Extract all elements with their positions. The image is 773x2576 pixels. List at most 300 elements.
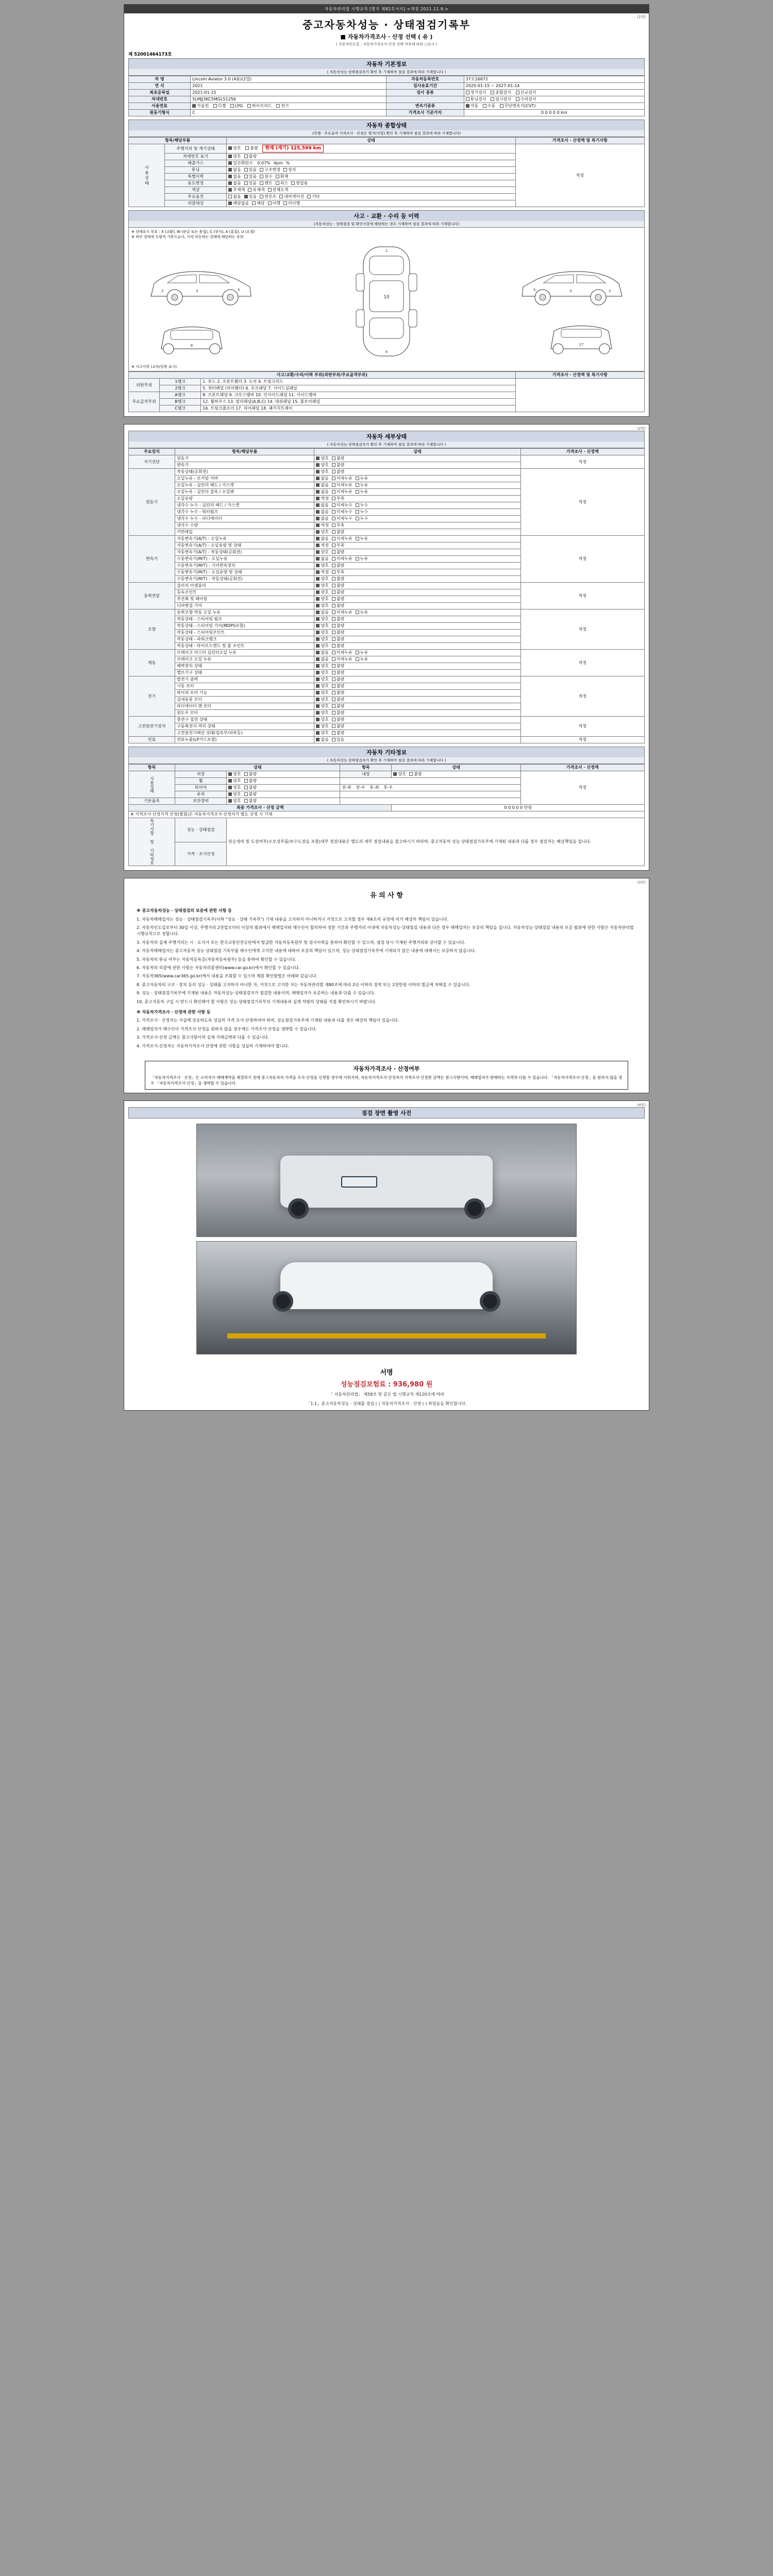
notice-item-2: 4. 가격조사·산정자는 자동차가격조사·산정에 관한 사항을 성실히 기재하여야 합니다. (137, 1043, 289, 1048)
svg-text:5: 5 (533, 288, 536, 293)
checkbox-icon[interactable] (316, 637, 320, 641)
row-state (314, 569, 520, 576)
checkbox-icon[interactable] (332, 456, 335, 460)
checkbox-icon[interactable] (316, 590, 320, 594)
group-label: 변속기 (129, 536, 175, 583)
checkbox-icon[interactable] (332, 537, 335, 540)
checkbox-label: 불량 (336, 469, 345, 474)
notice-body (124, 908, 649, 1057)
checkbox-icon[interactable] (260, 168, 263, 172)
checkbox-icon[interactable] (316, 490, 320, 494)
row-state (314, 623, 520, 630)
checkbox-icon[interactable] (332, 584, 335, 587)
checkbox-icon[interactable] (356, 490, 359, 494)
checkbox-label: 불량 (336, 670, 345, 675)
checkbox-label: 적정 (321, 543, 329, 548)
checkbox-icon[interactable] (356, 657, 359, 661)
checkbox-icon[interactable] (244, 181, 248, 185)
checkbox-icon[interactable] (332, 651, 335, 654)
row-state (314, 576, 520, 583)
group-label: 사용상태 (129, 144, 165, 207)
checkbox-label: 미세누수 (336, 510, 352, 515)
checkbox-label: 누수 (360, 503, 368, 508)
checkbox-icon[interactable] (316, 698, 320, 701)
table-row (129, 96, 645, 103)
checkbox-icon[interactable] (192, 104, 196, 108)
table-header-row (129, 138, 645, 144)
checkbox-icon[interactable] (332, 711, 335, 715)
checkbox-icon[interactable] (356, 483, 359, 487)
checkbox-label: 양호 (321, 597, 329, 602)
checkbox-icon[interactable] (244, 195, 248, 198)
checkbox-label: 부족 (336, 543, 345, 548)
checkbox-icon[interactable] (332, 463, 335, 467)
checkbox-icon[interactable] (332, 671, 335, 674)
checkbox-icon[interactable] (332, 738, 335, 741)
checkbox-icon[interactable] (316, 456, 320, 460)
row-label: 클러치 어셈블리 (175, 583, 314, 589)
checkbox-icon[interactable] (228, 161, 232, 165)
checkbox-label: 없음 (321, 489, 329, 495)
section-accident-title: 사고 · 교환 · 수리 등 이력 (128, 210, 645, 221)
checkbox-icon[interactable] (316, 523, 320, 527)
row-label: 타이어 (175, 785, 227, 791)
row-label: 시동 모터 (175, 683, 314, 690)
checkbox-icon[interactable] (316, 738, 320, 741)
checkbox-label: 불량 (336, 623, 345, 629)
row-state (314, 496, 520, 502)
checkbox-icon[interactable] (332, 637, 335, 641)
checkbox-label: 불량 (336, 724, 345, 729)
checkbox-label: 양호 (321, 463, 329, 468)
checkbox-label: 불량 (336, 597, 345, 602)
checkbox-icon[interactable] (332, 544, 335, 547)
row-value: 2025-01-15 ~ 2027-01-14 (464, 83, 644, 90)
checkbox-icon[interactable] (356, 517, 359, 520)
checkbox-icon[interactable] (332, 677, 335, 681)
row-label: 자동변속기(A/T) - 오일유량 및 상태 (175, 543, 314, 549)
table-row (129, 144, 645, 154)
checkbox-icon[interactable] (332, 503, 335, 507)
checkbox-icon[interactable] (316, 657, 320, 661)
checkbox-icon[interactable] (316, 671, 320, 674)
row-label: 배력장치 상태 (175, 663, 314, 670)
checkbox-icon[interactable] (248, 188, 251, 192)
checkbox-icon[interactable] (356, 557, 359, 561)
checkbox-icon[interactable] (332, 523, 335, 527)
checkbox-icon[interactable] (332, 490, 335, 494)
checkbox-icon[interactable] (316, 483, 320, 487)
checkbox-label: 불량 (336, 690, 345, 696)
row-note: 적정 (520, 650, 644, 676)
notice-item-2: 2. 매매업자가 매수인이 가격조사·산정을 원하지 않을 경우에는 가격조사·산정을 생략할 수 있습니다. (137, 1026, 317, 1031)
col-header: 항목 (340, 765, 392, 771)
checkbox-icon[interactable] (228, 786, 232, 789)
section-other-title: 자동차 기타정보 (128, 747, 645, 757)
notice-head-1: ※ 중고자동차성능 · 상태점검의 보증에 관한 사항 등 (137, 908, 232, 913)
group-label: 특기사항 및 기타정보 (129, 818, 175, 866)
checkbox-icon[interactable] (316, 711, 320, 715)
col-header: 항목 (129, 765, 175, 771)
checkbox-icon[interactable] (332, 477, 335, 480)
checkbox-icon[interactable] (316, 644, 320, 648)
checkbox-icon[interactable] (332, 624, 335, 628)
col-header: 상태 (392, 765, 520, 771)
checkbox-icon[interactable] (244, 786, 248, 789)
car-damage-diagram (131, 240, 642, 363)
checkbox-icon[interactable] (316, 724, 320, 728)
checkbox-icon[interactable] (228, 195, 232, 198)
document-number: 제 52001464173호 (128, 52, 172, 57)
checkbox-label: 양호 (321, 684, 329, 689)
checkbox-icon[interactable] (244, 779, 248, 783)
checkbox-icon[interactable] (228, 779, 232, 783)
checkbox-icon[interactable] (291, 181, 295, 185)
checkbox-icon[interactable] (228, 188, 232, 192)
checkbox-icon[interactable] (332, 510, 335, 514)
row-state (314, 529, 520, 536)
checkbox-icon[interactable] (316, 570, 320, 574)
checkbox-icon[interactable] (244, 792, 248, 796)
checkbox-label: 없음 (321, 556, 329, 562)
row-label: 내장 (340, 771, 392, 778)
checkbox-label: 부족 (336, 570, 345, 575)
checkbox-icon[interactable] (283, 168, 287, 172)
price-value: 0 0 0 0 0 만원 (392, 805, 645, 811)
checkbox-icon[interactable] (466, 104, 469, 108)
checkbox-icon[interactable] (332, 657, 335, 661)
table-row (129, 717, 645, 723)
checkbox-icon[interactable] (316, 557, 320, 561)
checkbox-icon[interactable] (332, 557, 335, 561)
checkbox-icon[interactable] (276, 104, 280, 108)
checkbox-icon[interactable] (316, 564, 320, 567)
checkbox-label: 없음 (321, 657, 329, 662)
checkbox-icon[interactable] (252, 201, 256, 205)
checkbox-icon[interactable] (247, 104, 251, 108)
row-label: 외장 (175, 771, 227, 778)
checkbox-icon[interactable] (316, 510, 320, 514)
checkbox-label: 미세누유 (336, 556, 352, 562)
checkbox-icon[interactable] (279, 195, 283, 198)
col-header: 가격조사 · 산정액 (520, 765, 644, 771)
checkbox-icon[interactable] (244, 175, 248, 178)
checkbox-icon[interactable] (393, 772, 397, 776)
footnote-1: 「 자동차관리법」 제58조 및 같은 법 시행규칙 제120조에 따라 (328, 1392, 445, 1397)
checkbox-icon[interactable] (332, 570, 335, 574)
checkbox-icon[interactable] (491, 97, 494, 101)
checkbox-icon[interactable] (332, 550, 335, 554)
checkbox-icon[interactable] (316, 718, 320, 721)
row-label: 충전구 절연 상태 (175, 717, 314, 723)
row-label: 작동상태 - 스티어링조인트 (175, 630, 314, 636)
checkbox-icon[interactable] (316, 684, 320, 688)
checkbox-icon[interactable] (260, 181, 263, 185)
checkbox-label: 누수 (360, 510, 368, 515)
checkbox-icon[interactable] (316, 550, 320, 554)
checkbox-label: 누유 (360, 650, 368, 655)
checkbox-icon[interactable] (316, 704, 320, 708)
checkbox-label: 적정 (321, 523, 329, 528)
svg-text:4: 4 (385, 350, 388, 354)
table-row: 차대번호 표기 양호 불량 (129, 154, 645, 160)
rank-label: 2랭크 (160, 385, 201, 392)
row-label: 추진축 및 베어링 (175, 596, 314, 603)
checkbox-icon[interactable] (332, 597, 335, 601)
checkbox-label: 불량 (336, 583, 345, 588)
checkbox-icon[interactable] (491, 91, 494, 94)
checkbox-icon[interactable] (332, 577, 335, 581)
checkbox-icon[interactable] (228, 201, 232, 205)
panel-rank-table (128, 371, 645, 412)
checkbox-icon[interactable] (332, 664, 335, 668)
checkbox-label: 양호 (321, 550, 329, 555)
checkbox-icon[interactable] (332, 497, 335, 500)
row-label: 브레이크 오일 누유 (175, 656, 314, 663)
checkbox-icon[interactable] (332, 564, 335, 567)
checkbox-icon[interactable] (332, 704, 335, 708)
checkbox-icon[interactable] (356, 651, 359, 654)
sheet-4 (124, 1100, 649, 1411)
checkbox-icon[interactable] (483, 104, 486, 108)
checkbox-icon[interactable] (466, 91, 469, 94)
guarantee-box (145, 1061, 628, 1090)
checkbox-icon[interactable] (316, 577, 320, 581)
checkbox-icon[interactable] (332, 724, 335, 728)
table-row (129, 76, 645, 83)
checkbox-icon[interactable] (228, 146, 232, 150)
checkbox-icon[interactable] (332, 731, 335, 735)
table-row: 용도변경 없음 있음 렌트 리스 영업용 (129, 180, 645, 187)
checkbox-icon[interactable] (245, 146, 249, 150)
row-state (314, 563, 520, 569)
notice-item: 10. 중고자동차 구입 시 반드시 확인해야 할 사항은 성능·상태점검기록부의 기재내용과 실제 차량의 상태를 직접 확인하시기 바랍니다. (137, 999, 377, 1004)
notice-head-2: ※ 자동차가격조사 · 산정에 관한 사항 등 (137, 1009, 211, 1014)
row-label: 차대번호 표기 (165, 154, 227, 160)
checkbox-icon[interactable] (244, 155, 248, 158)
rank-text: 8. 프론트패널 9. 크로스멤버 10. 인사이드패널 11. 사이드멤버 (201, 392, 516, 399)
checkbox-icon[interactable] (316, 597, 320, 601)
checkbox-icon[interactable] (356, 510, 359, 514)
checkbox-icon[interactable] (332, 611, 335, 614)
checkbox-icon[interactable] (356, 611, 359, 614)
checkbox-icon[interactable] (244, 772, 248, 776)
checkbox-icon[interactable] (316, 611, 320, 614)
fuel-options: 가솔린 디젤 LPG 하이브리드 전기 (191, 103, 386, 110)
checkbox-icon[interactable] (268, 201, 272, 205)
row-state: 양호 불량 현재 (계기) 125,599 km (227, 144, 516, 154)
checkbox-icon[interactable] (332, 684, 335, 688)
checkbox-icon[interactable] (332, 718, 335, 721)
group-label: 사용상태 (129, 771, 175, 798)
checkbox-icon[interactable] (230, 104, 234, 108)
checkbox-icon[interactable] (332, 691, 335, 694)
row-state (314, 643, 520, 650)
checkbox-icon[interactable] (268, 188, 272, 192)
row-state (314, 737, 520, 743)
row-label: 색상 (165, 187, 227, 194)
row-label: 수동변속기(M/T) - 오일누유 (175, 556, 314, 563)
row-label: 작동상태(공회전) (175, 469, 314, 476)
checkbox-label: 양호 (321, 643, 329, 649)
checkbox-icon[interactable] (228, 155, 232, 158)
row-label: 휠 (175, 778, 227, 785)
row-label: 브레이크 마스터 실린더오일 누유 (175, 650, 314, 656)
row-label: 수동변속기(M/T) - 작동상태(공회전) (175, 576, 314, 583)
checkbox-icon[interactable] (316, 537, 320, 540)
group-label: 자기진단 (129, 455, 175, 469)
checkbox-label: 누수 (360, 516, 368, 521)
row-label: 냉각수 누수 - 워터펌프 (175, 509, 314, 516)
checkbox-label: 적정 (321, 570, 329, 575)
checkbox-icon[interactable] (409, 772, 413, 776)
rank-label: C랭크 (160, 405, 201, 412)
page-title: 중고자동차성능 · 상태점검기록부 (302, 19, 470, 31)
row-label: 작동상태 - 스티어링 기어(MDPS포함) (175, 623, 314, 630)
checkbox-icon[interactable] (356, 503, 359, 507)
checkbox-label: 양호 (321, 469, 329, 474)
row-state (314, 656, 520, 663)
checkbox-icon[interactable] (228, 168, 232, 172)
checkbox-icon[interactable] (316, 604, 320, 607)
checkbox-icon[interactable] (276, 175, 279, 178)
checkbox-icon[interactable] (228, 175, 232, 178)
row-label: 고전원전기배선 상태(접속부/피복등) (175, 730, 314, 737)
checkbox-icon[interactable] (332, 698, 335, 701)
checkbox-icon[interactable] (260, 175, 263, 178)
checkbox-icon[interactable] (316, 691, 320, 694)
page-corner-tag-3: (3면) (637, 880, 646, 885)
checkbox-icon[interactable] (316, 631, 320, 634)
row-label: 배출가스 (165, 160, 227, 167)
row-value: Lincoln Aviator 3.0 (4륜)(2열) (191, 76, 386, 83)
checkbox-icon[interactable] (213, 104, 217, 108)
table-row: 휠 양호 불량 (129, 778, 645, 785)
checkbox-icon[interactable] (316, 624, 320, 628)
checkbox-icon[interactable] (332, 590, 335, 594)
checkbox-icon[interactable] (316, 477, 320, 480)
checkbox-icon[interactable] (332, 631, 335, 634)
row-state (314, 683, 520, 690)
car-front-view (153, 317, 230, 356)
row-label: 수동변속기(M/T) - 기어변속장치 (175, 563, 314, 569)
row-state (314, 502, 520, 509)
row-state (314, 609, 520, 616)
checkbox-label: 미세누유 (336, 483, 352, 488)
checkbox-icon[interactable] (316, 497, 320, 500)
checkbox-icon[interactable] (332, 530, 335, 534)
checkbox-icon[interactable] (316, 651, 320, 654)
section-other-note: ( 자동차성능·상태점검자가 확인 후 기재하며 점검 결과에 따라 기재합니다 ) (128, 757, 645, 764)
checkbox-label: 불량 (336, 456, 345, 461)
group-label: 고전원전기장치 (129, 717, 175, 737)
checkbox-icon[interactable] (332, 644, 335, 648)
tire-positions: 전-좌 전-우 후-좌 후-우 (340, 785, 520, 791)
checkbox-icon[interactable] (283, 201, 287, 205)
sheet-3 (124, 878, 649, 1093)
row-label: 검사유효기간 (386, 83, 464, 90)
checkbox-label: 누유 (360, 489, 368, 495)
checkbox-icon[interactable] (307, 195, 311, 198)
checkbox-icon[interactable] (316, 544, 320, 547)
section-overall-note: (주행 · 주요골격 가격조사 · 산정은 별지(사항) 확인 후 기재하며 점검 결과에 따라 기재합니다) (128, 130, 645, 137)
row-value: 2021-01-15 (191, 90, 386, 96)
page-corner-tag-4: (4면) (637, 1103, 646, 1108)
guarantee-body: 「자동차가격조사 · 산정」은 소비자가 매매계약을 체결하기 전에 중고자동차의 가격을 조사·산정을 신청할 경우에 이뤄지며, 자동차가격조사·산정자가 가격조사·산정한 금액은 참고사항이며, 매매업자가 판매하는 가격과 다를 수 있습니다. 「자동차가격조사·산정」을 원하지 않을 경우 「자동차가격조사·산정」을 생략할 수 있습니다. (150, 1075, 623, 1086)
table-row (129, 90, 645, 96)
rank-text: 12. 휠하우스 13. 필러패널(A,B,C) 14. 대쉬패널 15. 플로어패널 (201, 399, 516, 405)
checkbox-label: 양호 (321, 583, 329, 588)
checkbox-icon[interactable] (316, 463, 320, 467)
checkbox-icon[interactable] (316, 503, 320, 507)
checkbox-icon[interactable] (466, 97, 469, 101)
checkbox-label: 불량 (336, 617, 345, 622)
row-label: 냉각수 누수 - 실린더 헤드 / 가스켓 (175, 502, 314, 509)
checkbox-icon[interactable] (332, 604, 335, 607)
col-header: 가격조사 · 산정액 (520, 449, 644, 455)
checkbox-icon[interactable] (516, 97, 519, 101)
checkbox-icon[interactable] (244, 799, 248, 803)
checkbox-icon[interactable] (316, 677, 320, 681)
checkbox-icon[interactable] (316, 517, 320, 520)
table-row: 기본품목 보안장비 양호 불량 (129, 798, 645, 805)
checkbox-icon[interactable] (356, 477, 359, 480)
checkbox-icon[interactable] (356, 537, 359, 540)
checkbox-icon[interactable] (316, 530, 320, 534)
checkbox-icon[interactable] (276, 181, 279, 185)
row-state (314, 603, 520, 609)
checkbox-label: 없음 (321, 510, 329, 515)
checkbox-icon[interactable] (316, 617, 320, 621)
checkbox-icon[interactable] (332, 617, 335, 621)
checkbox-icon[interactable] (316, 584, 320, 587)
row-state (314, 516, 520, 522)
checkbox-label: 양호 (321, 617, 329, 622)
checkbox-icon[interactable] (500, 104, 503, 108)
row-label: 오일누유 - 실린더 헤드 / 가스켓 (175, 482, 314, 489)
section-detail-title: 자동차 세부상태 (128, 431, 645, 442)
checkbox-icon[interactable] (228, 792, 232, 796)
checkbox-label: 불량 (336, 710, 345, 716)
row-note: 적정 (520, 583, 644, 609)
row-label: 등속조인트 (175, 589, 314, 596)
checkbox-icon[interactable] (228, 799, 232, 803)
col-header: 가격조사 · 산정액 및 특기사항 (515, 372, 644, 379)
row-label: 주요옵션 (165, 194, 227, 200)
checkbox-label: 양호 (321, 623, 329, 629)
checkbox-icon[interactable] (516, 91, 519, 94)
checkbox-icon[interactable] (316, 731, 320, 735)
svg-text:5: 5 (238, 288, 240, 293)
checkbox-icon[interactable] (332, 483, 335, 487)
checkbox-label: 양호 (321, 603, 329, 608)
row-state (314, 730, 520, 737)
row-state (314, 630, 520, 636)
checkbox-icon[interactable] (316, 470, 320, 473)
svg-text:2: 2 (609, 289, 611, 294)
checkbox-icon[interactable] (244, 168, 248, 172)
checkbox-icon[interactable] (332, 517, 335, 520)
checkbox-icon[interactable] (228, 181, 232, 185)
table-row: 배출가스 일산화탄소 0.07% 4pm % (129, 160, 645, 167)
checkbox-icon[interactable] (332, 470, 335, 473)
row-state (314, 536, 520, 543)
table-header-row (129, 372, 645, 379)
row-label: 실내송풍 모터 (175, 697, 314, 703)
checkbox-icon[interactable] (316, 664, 320, 668)
checkbox-icon[interactable] (260, 195, 263, 198)
checkbox-icon[interactable] (228, 772, 232, 776)
